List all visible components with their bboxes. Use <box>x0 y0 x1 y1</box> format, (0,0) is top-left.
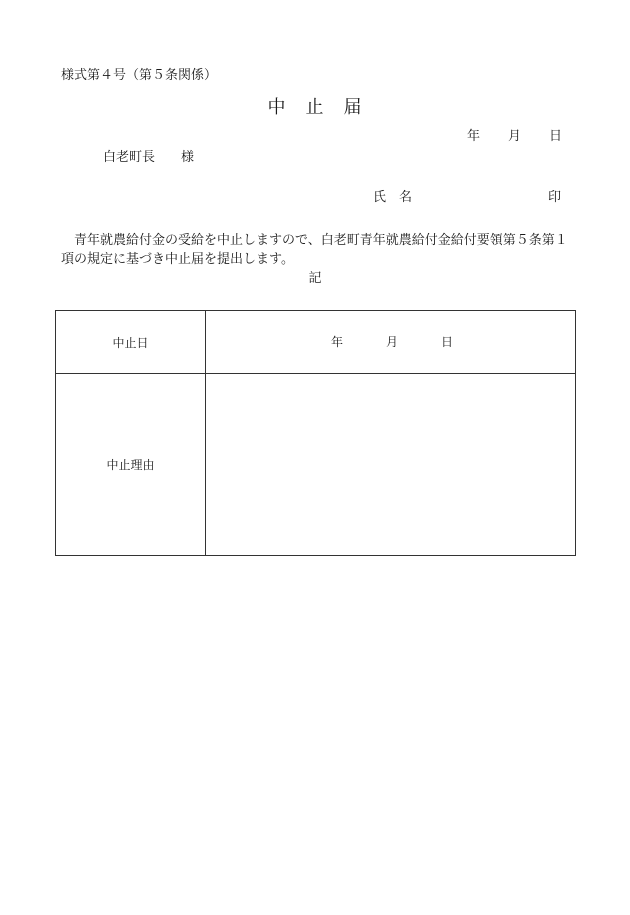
date-day-label: 日 <box>549 129 563 144</box>
body-text: 青年就農給付金の受給を中止しますので、白老町青年就農給付金給付要領第５条第１項の規定に基づき中止届を提出します。 <box>61 233 568 267</box>
reason-row-label: 中止理由 <box>56 374 206 555</box>
note-mark: 記 <box>308 271 322 286</box>
cell-day-label: 日 <box>441 335 454 349</box>
table-row-date <box>56 311 575 374</box>
addressee: 白老町長 様 <box>103 150 195 165</box>
cell-month-label: 月 <box>386 335 399 349</box>
document-title: 中 止 届 <box>267 97 363 118</box>
reason-row-value[interactable] <box>206 374 575 555</box>
date-row-label: 中止日 <box>56 311 206 373</box>
seal-label: 印 <box>548 190 562 205</box>
applicant-name-label: 氏 名 <box>373 190 413 205</box>
date-year-label: 年 <box>467 129 481 144</box>
record-table <box>55 310 576 556</box>
form-number: 様式第４号（第５条関係） <box>61 68 218 83</box>
table-row-reason <box>56 374 575 555</box>
date-month-label: 月 <box>508 129 522 144</box>
date-row-value[interactable] <box>206 311 575 373</box>
cell-year-label: 年 <box>331 335 344 349</box>
